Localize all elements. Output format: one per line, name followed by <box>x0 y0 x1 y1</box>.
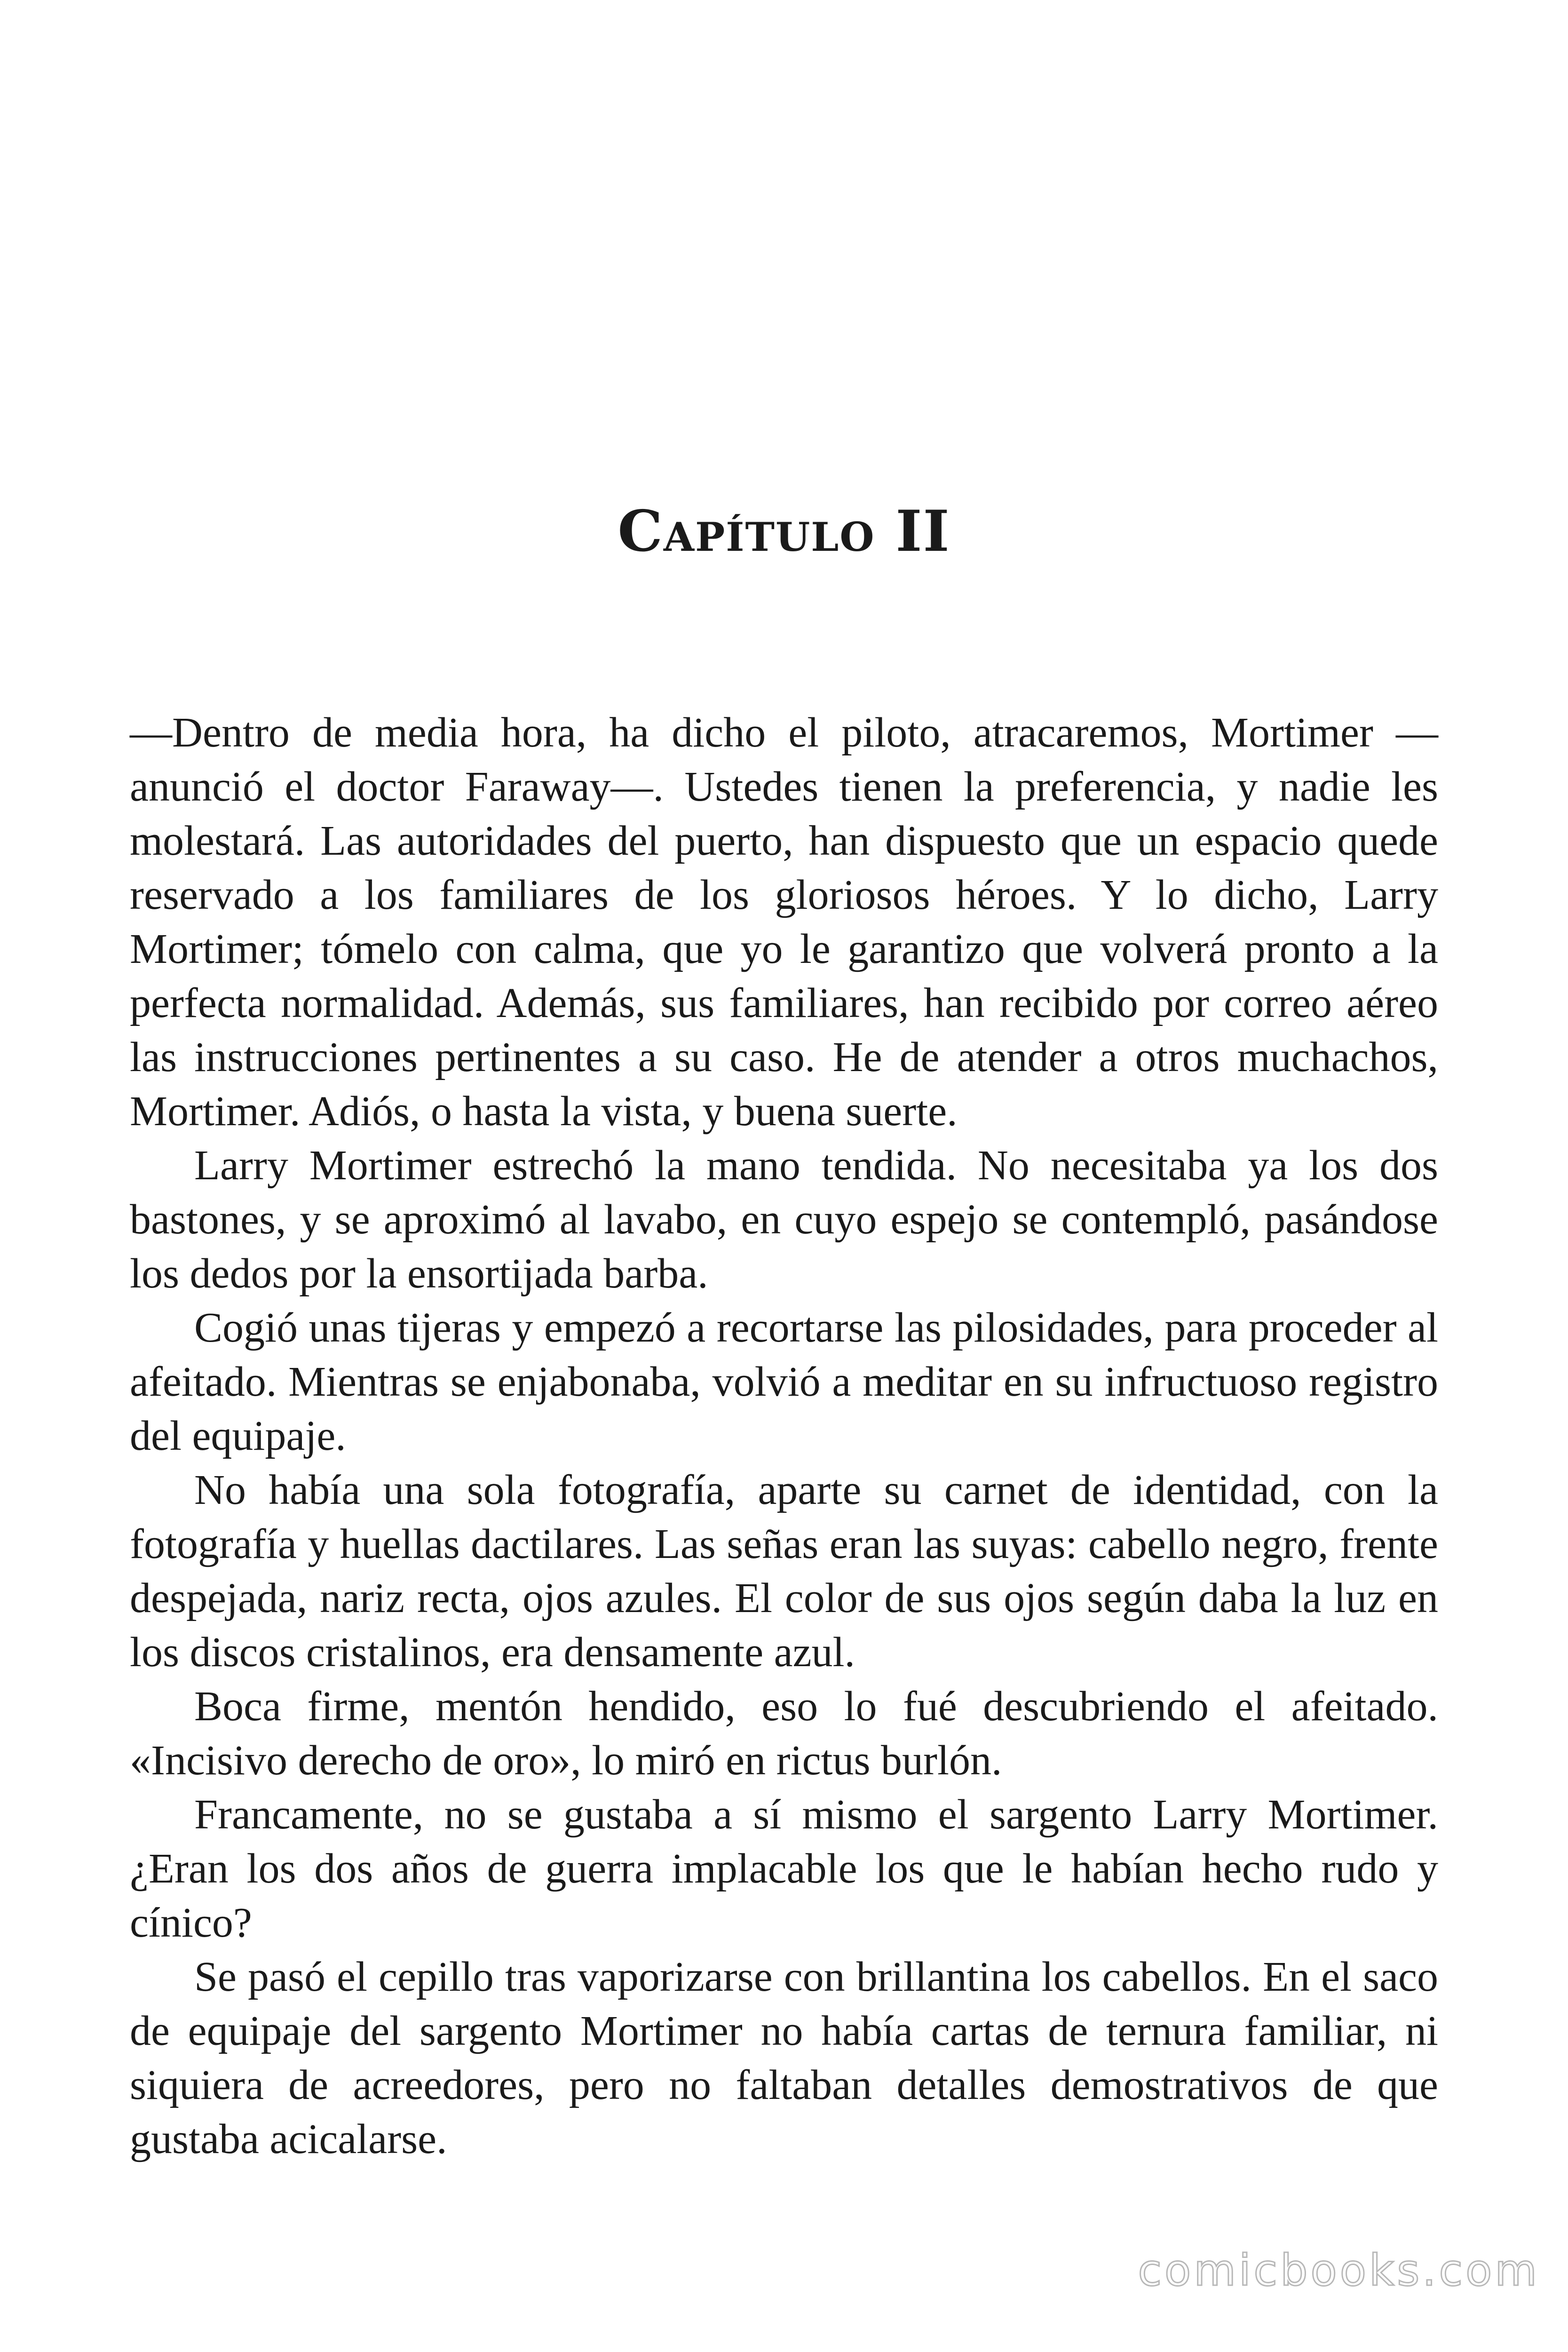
paragraph-1: —Dentro de media hora, ha dicho el piloto, atracaremos, Mortimer —anunció el doctor Faraway—. Ustedes tienen la preferencia, y nadie les molestará. Las autoridades del puerto, han dispuesto que un espacio quede reservado a los familiares de los gloriosos héroes. Y lo dicho, Larry Mortimer; tómelo con calma, que yo le garantizo que volverá pronto a la perfecta normalidad. Además, sus familiares, han recibido por correo aéreo las instrucciones pertinentes a su caso. He de atender a otros muchachos, Mortimer. Adiós, o hasta la vista, y buena suerte. <box>130 709 1438 1135</box>
paragraph-5: Boca firme, mentón hendido, eso lo fué descubriendo el afeitado. «Incisivo derecho de oro», lo miró en rictus burlón. <box>130 1683 1438 1784</box>
paragraph-7: Se pasó el cepillo tras vaporizarse con brillantina los cabellos. En el saco de equipaje del sargento Mortimer no había cartas de ternura familiar, ni siquiera de acreedores, pero no faltaban detalles demostrativos de que gustaba acicalarse. <box>130 1954 1438 2162</box>
chapter-body <box>130 706 1438 2166</box>
paragraph-4: No había una sola fotografía, aparte su carnet de identidad, con la fotografía y huellas dactilares. Las señas eran las suyas: cabello negro, frente despejada, nariz recta, ojos azules. El color de sus ojos según daba la luz en los discos cristalinos, era densamente azul. <box>130 1467 1438 1676</box>
chapter-title: Capítulo II <box>618 498 950 565</box>
watermark: comicbooks.com <box>1138 2245 1540 2296</box>
paragraph-6: Francamente, no se gustaba a sí mismo el sargento Larry Mortimer. ¿Eran los dos años de guerra implacable los que le habían hecho rudo y cínico? <box>130 1791 1438 1946</box>
paragraph-2: Larry Mortimer estrechó la mano tendida. No necesitaba ya los dos bastones, y se aproximó al lavabo, en cuyo espejo se contempló, pasándose los dedos por la ensortijada barba. <box>130 1142 1438 1297</box>
paragraph-3: Cogió unas tijeras y empezó a recortarse las pilosidades, para proceder al afeitado. Mientras se enjabonaba, volvió a meditar en su infructuoso registro del equipaje. <box>130 1304 1438 1459</box>
